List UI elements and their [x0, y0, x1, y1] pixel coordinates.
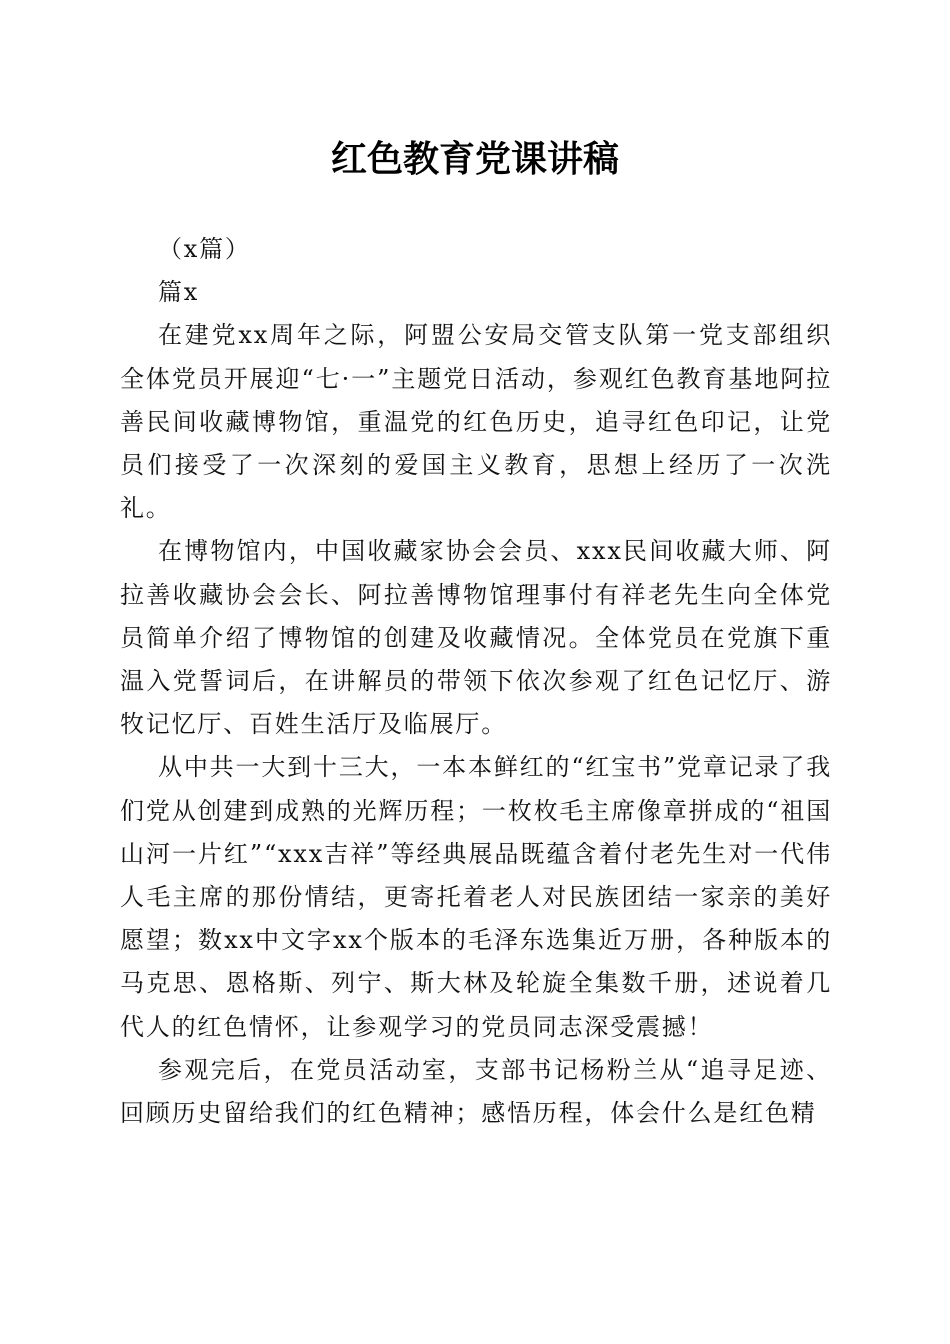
paragraph-3: 从中共一大到十三大，一本本鲜红的“红宝书”党章记录了我们党从创建到成熟的光辉历程；一枚枚毛主席像章拼成的“祖国山河一片红”“xxx吉祥”等经典展品既蕴含着付老先生对一代伟人毛主席的那份情结，更寄托着老人对民族团结一家亲的美好愿望；数xx中文字xx个版本的毛泽东选集近万册，各种版本的马克思、恩格斯、列宁、斯大林及轮旋全集数千册，述说着几代人的红色情怀，让参观学习的党员同志深受震撼！	[120, 753, 832, 1041]
paragraph-1: 在建党xx周年之际，阿盟公安局交管支队第一党支部组织全体党员开展迎“七·一”主题党日活动，参观红色教育基地阿拉善民间收藏博物馆，重温党的红色历史，追寻红色印记，让党员们接受了一次深刻的爱国主义教育，思想上经历了一次洗礼。	[120, 321, 832, 523]
paragraph-2: 在博物馆内，中国收藏家协会会员、xxx民间收藏大师、阿拉善收藏协会会长、阿拉善博物馆理事付有祥老先生向全体党员简单介绍了博物馆的创建及收藏情况。全体党员在党旗下重温入党誓词后，在讲解员的带领下依次参观了红色记忆厅、游牧记忆厅、百姓生活厅及临展厅。	[120, 537, 832, 739]
paragraph-4: 参观完后，在党员活动室，支部书记杨粉兰从“追寻足迹、回顾历史留给我们的红色精神；感悟历程，体会什么是红色精	[120, 1055, 832, 1128]
document-body	[120, 228, 832, 1135]
section-label: 篇x	[158, 278, 200, 307]
document-title: 红色教育党课讲稿	[330, 138, 619, 180]
article-count-line: （x篇）	[158, 235, 251, 263]
